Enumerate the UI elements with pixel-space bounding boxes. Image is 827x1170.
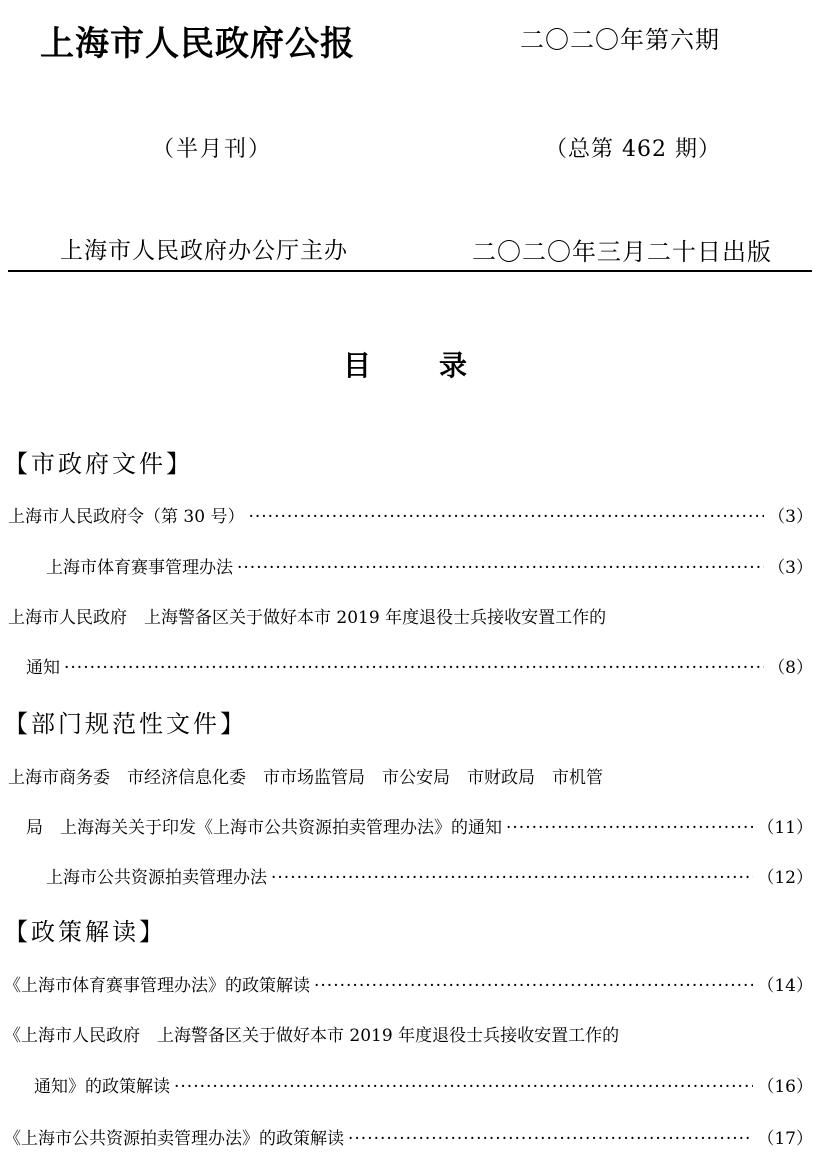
toc-entry[interactable] [26,653,813,678]
issue-number: 二〇二〇年第六期 [520,26,720,54]
toc-entry[interactable] [26,813,813,838]
dot-leader [248,507,764,527]
toc-entry-title: 《上海市体育赛事管理办法》的政策解读 [4,976,310,996]
total-issue-label: （总第 462 期） [545,137,721,162]
organizer-label: 上海市人民政府办公厅主办 [60,238,348,264]
gazette-title: 上海市人民政府公报 [40,24,355,64]
dot-leader [64,658,764,678]
toc-entry-title: 《上海市公共资源拍卖管理办法》的政策解读 [4,1129,344,1149]
toc-entry-page: （17） [757,1129,813,1149]
toc-entry[interactable] [8,502,813,527]
toc-entry[interactable] [4,1124,813,1149]
publish-date: 二〇二〇年三月二十日出版 [472,238,772,266]
toc-entry-page: （3） [768,558,813,578]
toc-entry-title: 上海市体育赛事管理办法 [46,558,233,578]
toc-entry-page: （8） [768,658,813,678]
section-heading-department-documents: 【部门规范性文件】 [4,710,247,738]
toc-entry-title-line[interactable]: 上海市人民政府 上海警备区关于做好本市 2019 年度退役士兵接收安置工作的 [8,608,607,628]
toc-entry[interactable] [46,553,813,578]
toc-entry-title-line[interactable]: 《上海市人民政府 上海警备区关于做好本市 2019 年度退役士兵接收安置工作的 [4,1026,620,1046]
toc-entry-title: 通知 [26,658,60,678]
toc-entry[interactable] [4,971,813,996]
toc-entry-page: （16） [757,1077,813,1097]
section-heading-policy-interpretation: 【政策解读】 [4,918,166,946]
toc-entry-title: 通知》的政策解读 [34,1077,170,1097]
toc-entry-title: 上海市人民政府令（第 30 号） [8,507,245,527]
dot-leader [237,558,764,578]
toc-entry-title-line[interactable]: 上海市商务委 市经济信息化委 市市场监管局 市公安局 市财政局 市机管 [8,768,603,788]
dot-leader [506,818,753,838]
dot-leader [271,868,753,888]
toc-entry-page: （3） [768,507,813,527]
toc-entry-title: 上海市公共资源拍卖管理办法 [46,868,267,888]
dot-leader [348,1129,753,1149]
dot-leader [314,976,753,996]
toc-entry-page: （11） [757,818,813,838]
toc-entry[interactable] [46,863,813,888]
toc-entry-page: （12） [757,868,813,888]
toc-entry[interactable] [34,1072,813,1097]
toc-heading: 目录 [343,349,536,382]
toc-entry-page: （14） [757,976,813,996]
dot-leader [174,1077,753,1097]
header-divider [8,270,812,272]
section-heading-municipal-documents: 【市政府文件】 [4,450,193,478]
frequency-label: （半月刊） [152,137,273,162]
toc-entry-title: 局 上海海关关于印发《上海市公共资源拍卖管理办法》的通知 [26,818,502,838]
